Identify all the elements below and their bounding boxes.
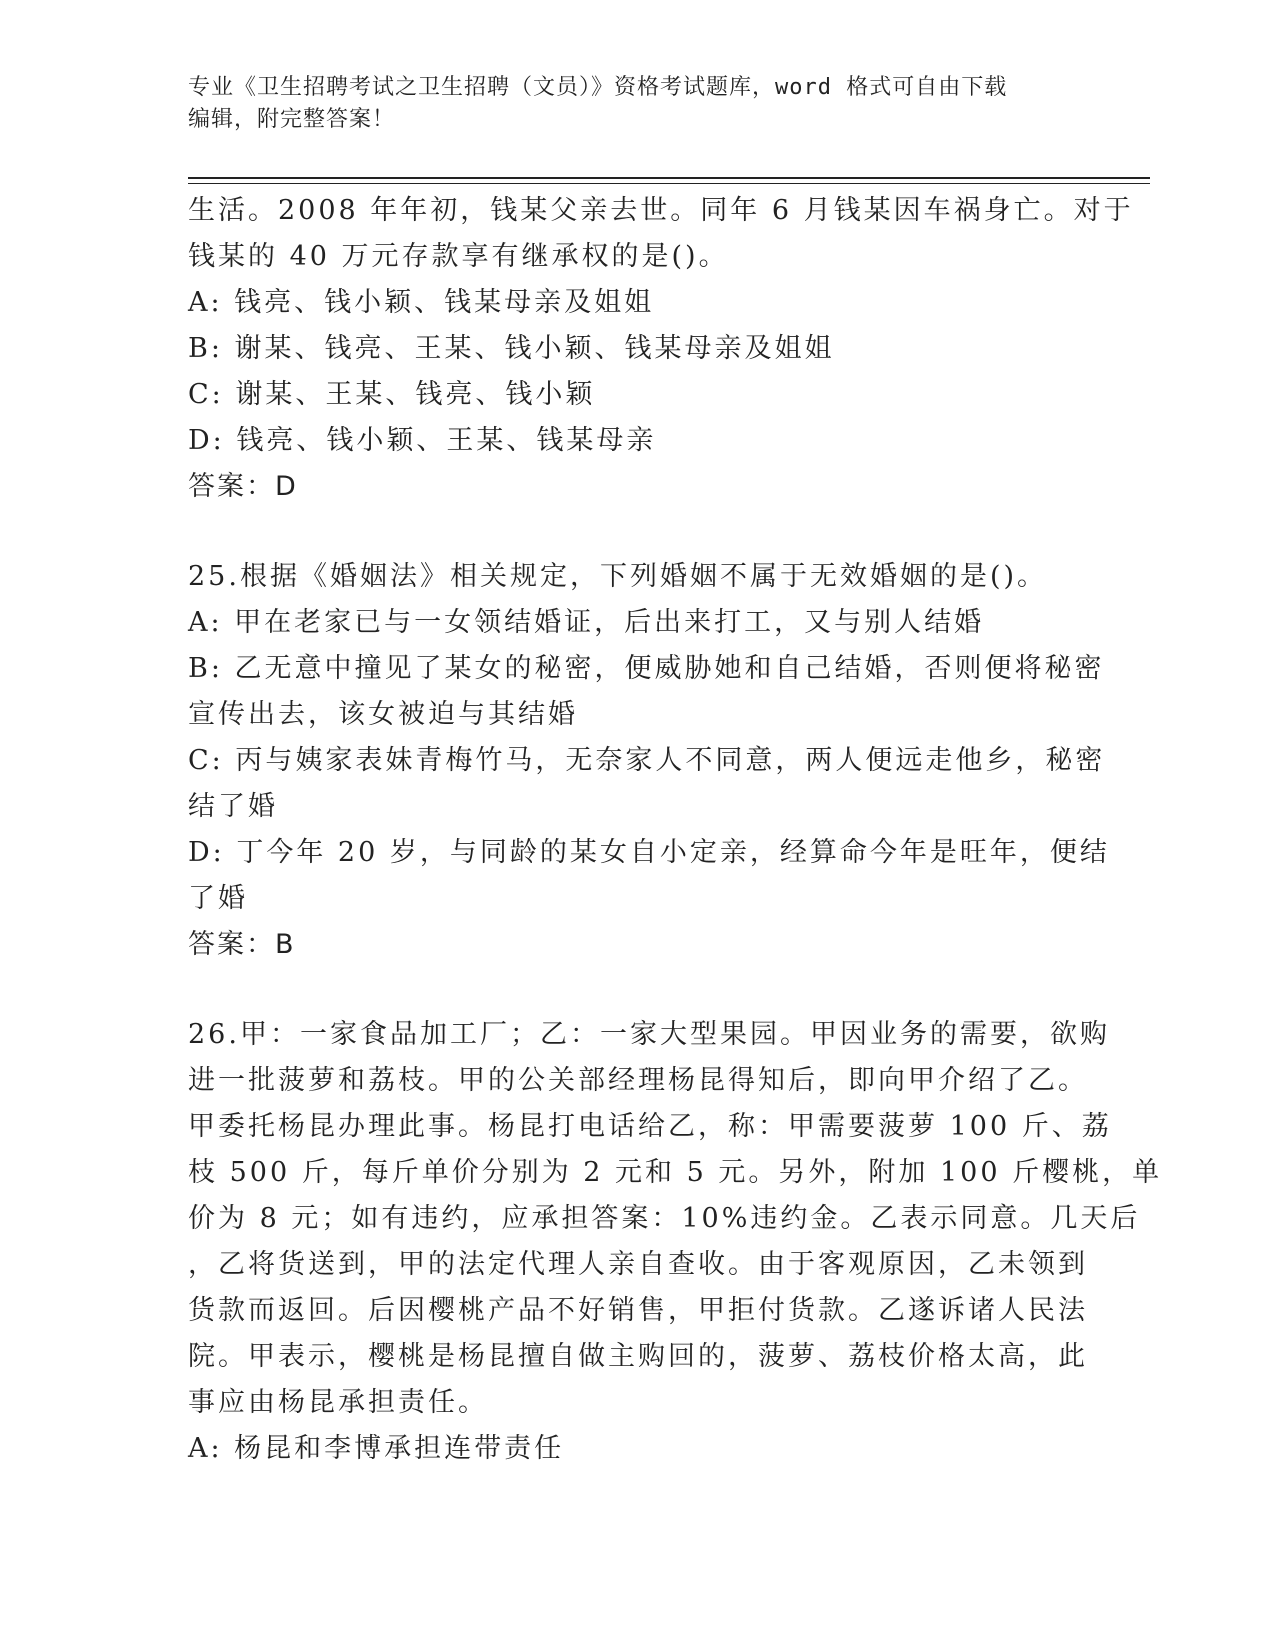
question-stem-line: 进一批菠萝和荔枝。甲的公关部经理杨昆得知后，即向甲介绍了乙。 xyxy=(188,1065,1088,1096)
question-stem-line: 院。甲表示，樱桃是杨昆擅自做主购回的，菠萝、荔枝价格太高，此 xyxy=(188,1341,1088,1372)
option-d: D: 钱亮、钱小颖、王某、钱某母亲 xyxy=(188,425,657,456)
option-d: D: 丁今年 20 岁，与同龄的某女自小定亲，经算命今年是旺年，便结 xyxy=(188,837,1110,868)
question-stem-line: 26.甲：一家食品加工厂；乙：一家大型果园。甲因业务的需要，欲购 xyxy=(188,1019,1110,1050)
question-stem-line: ，乙将货送到，甲的法定代理人亲自查收。由于客观原因，乙未领到 xyxy=(188,1249,1088,1280)
question-stem: 25.根据《婚姻法》相关规定，下列婚姻不属于无效婚姻的是()。 xyxy=(188,561,1048,592)
option-b-cont: 宣传出去，该女被迫与其结婚 xyxy=(188,699,578,730)
option-a: A: 甲在老家已与一女领结婚证，后出来打工，又与别人结婚 xyxy=(188,607,985,638)
question-stem-line: 价为 8 元；如有违约，应承担答案：10%违约金。乙表示同意。几天后 xyxy=(188,1203,1141,1234)
answer-label: 答案：D xyxy=(188,471,298,502)
option-a: A: 钱亮、钱小颖、钱某母亲及姐姐 xyxy=(188,287,655,318)
answer-label: 答案：B xyxy=(188,929,296,960)
option-a: A: 杨昆和李博承担连带责任 xyxy=(188,1433,565,1464)
header-line-1: 专业《卫生招聘考试之卫生招聘（文员）》资格考试题库，word 格式可自由下载 xyxy=(188,75,1008,100)
page-header xyxy=(188,72,1068,136)
option-b: B: 乙无意中撞见了某女的秘密，便威胁她和自己结婚，否则便将秘密 xyxy=(188,653,1105,684)
option-b: B: 谢某、钱亮、王某、钱小颖、钱某母亲及姐姐 xyxy=(188,333,835,364)
question-stem-line: 事应由杨昆承担责任。 xyxy=(188,1387,488,1418)
option-c: C: 丙与姨家表妹青梅竹马，无奈家人不同意，两人便远走他乡，秘密 xyxy=(188,745,1106,776)
question-25 xyxy=(188,554,1110,968)
question-stem-line: 钱某的 40 万元存款享有继承权的是()。 xyxy=(188,241,729,272)
question-24 xyxy=(188,188,1134,510)
question-stem-line: 甲委托杨昆办理此事。杨昆打电话给乙，称：甲需要菠萝 100 斤、荔 xyxy=(188,1111,1112,1142)
option-d-cont: 了婚 xyxy=(188,883,248,914)
header-line-2: 编辑，附完整答案！ xyxy=(188,107,396,132)
question-26 xyxy=(188,1012,1163,1472)
option-c: C: 谢某、王某、钱亮、钱小颖 xyxy=(188,379,596,410)
header-rule-thin xyxy=(188,183,1150,184)
document-body xyxy=(188,188,1163,1472)
question-stem-line: 生活。2008 年年初，钱某父亲去世。同年 6 月钱某因车祸身亡。对于 xyxy=(188,195,1134,226)
option-c-cont: 结了婚 xyxy=(188,791,278,822)
header-rule-thick xyxy=(188,177,1150,179)
spacer xyxy=(188,968,1088,1012)
question-stem-line: 枝 500 斤，每斤单价分别为 2 元和 5 元。另外，附加 100 斤樱桃，单 xyxy=(188,1157,1163,1188)
question-stem-line: 货款而返回。后因樱桃产品不好销售，甲拒付货款。乙遂诉诸人民法 xyxy=(188,1295,1088,1326)
spacer xyxy=(188,510,1088,554)
